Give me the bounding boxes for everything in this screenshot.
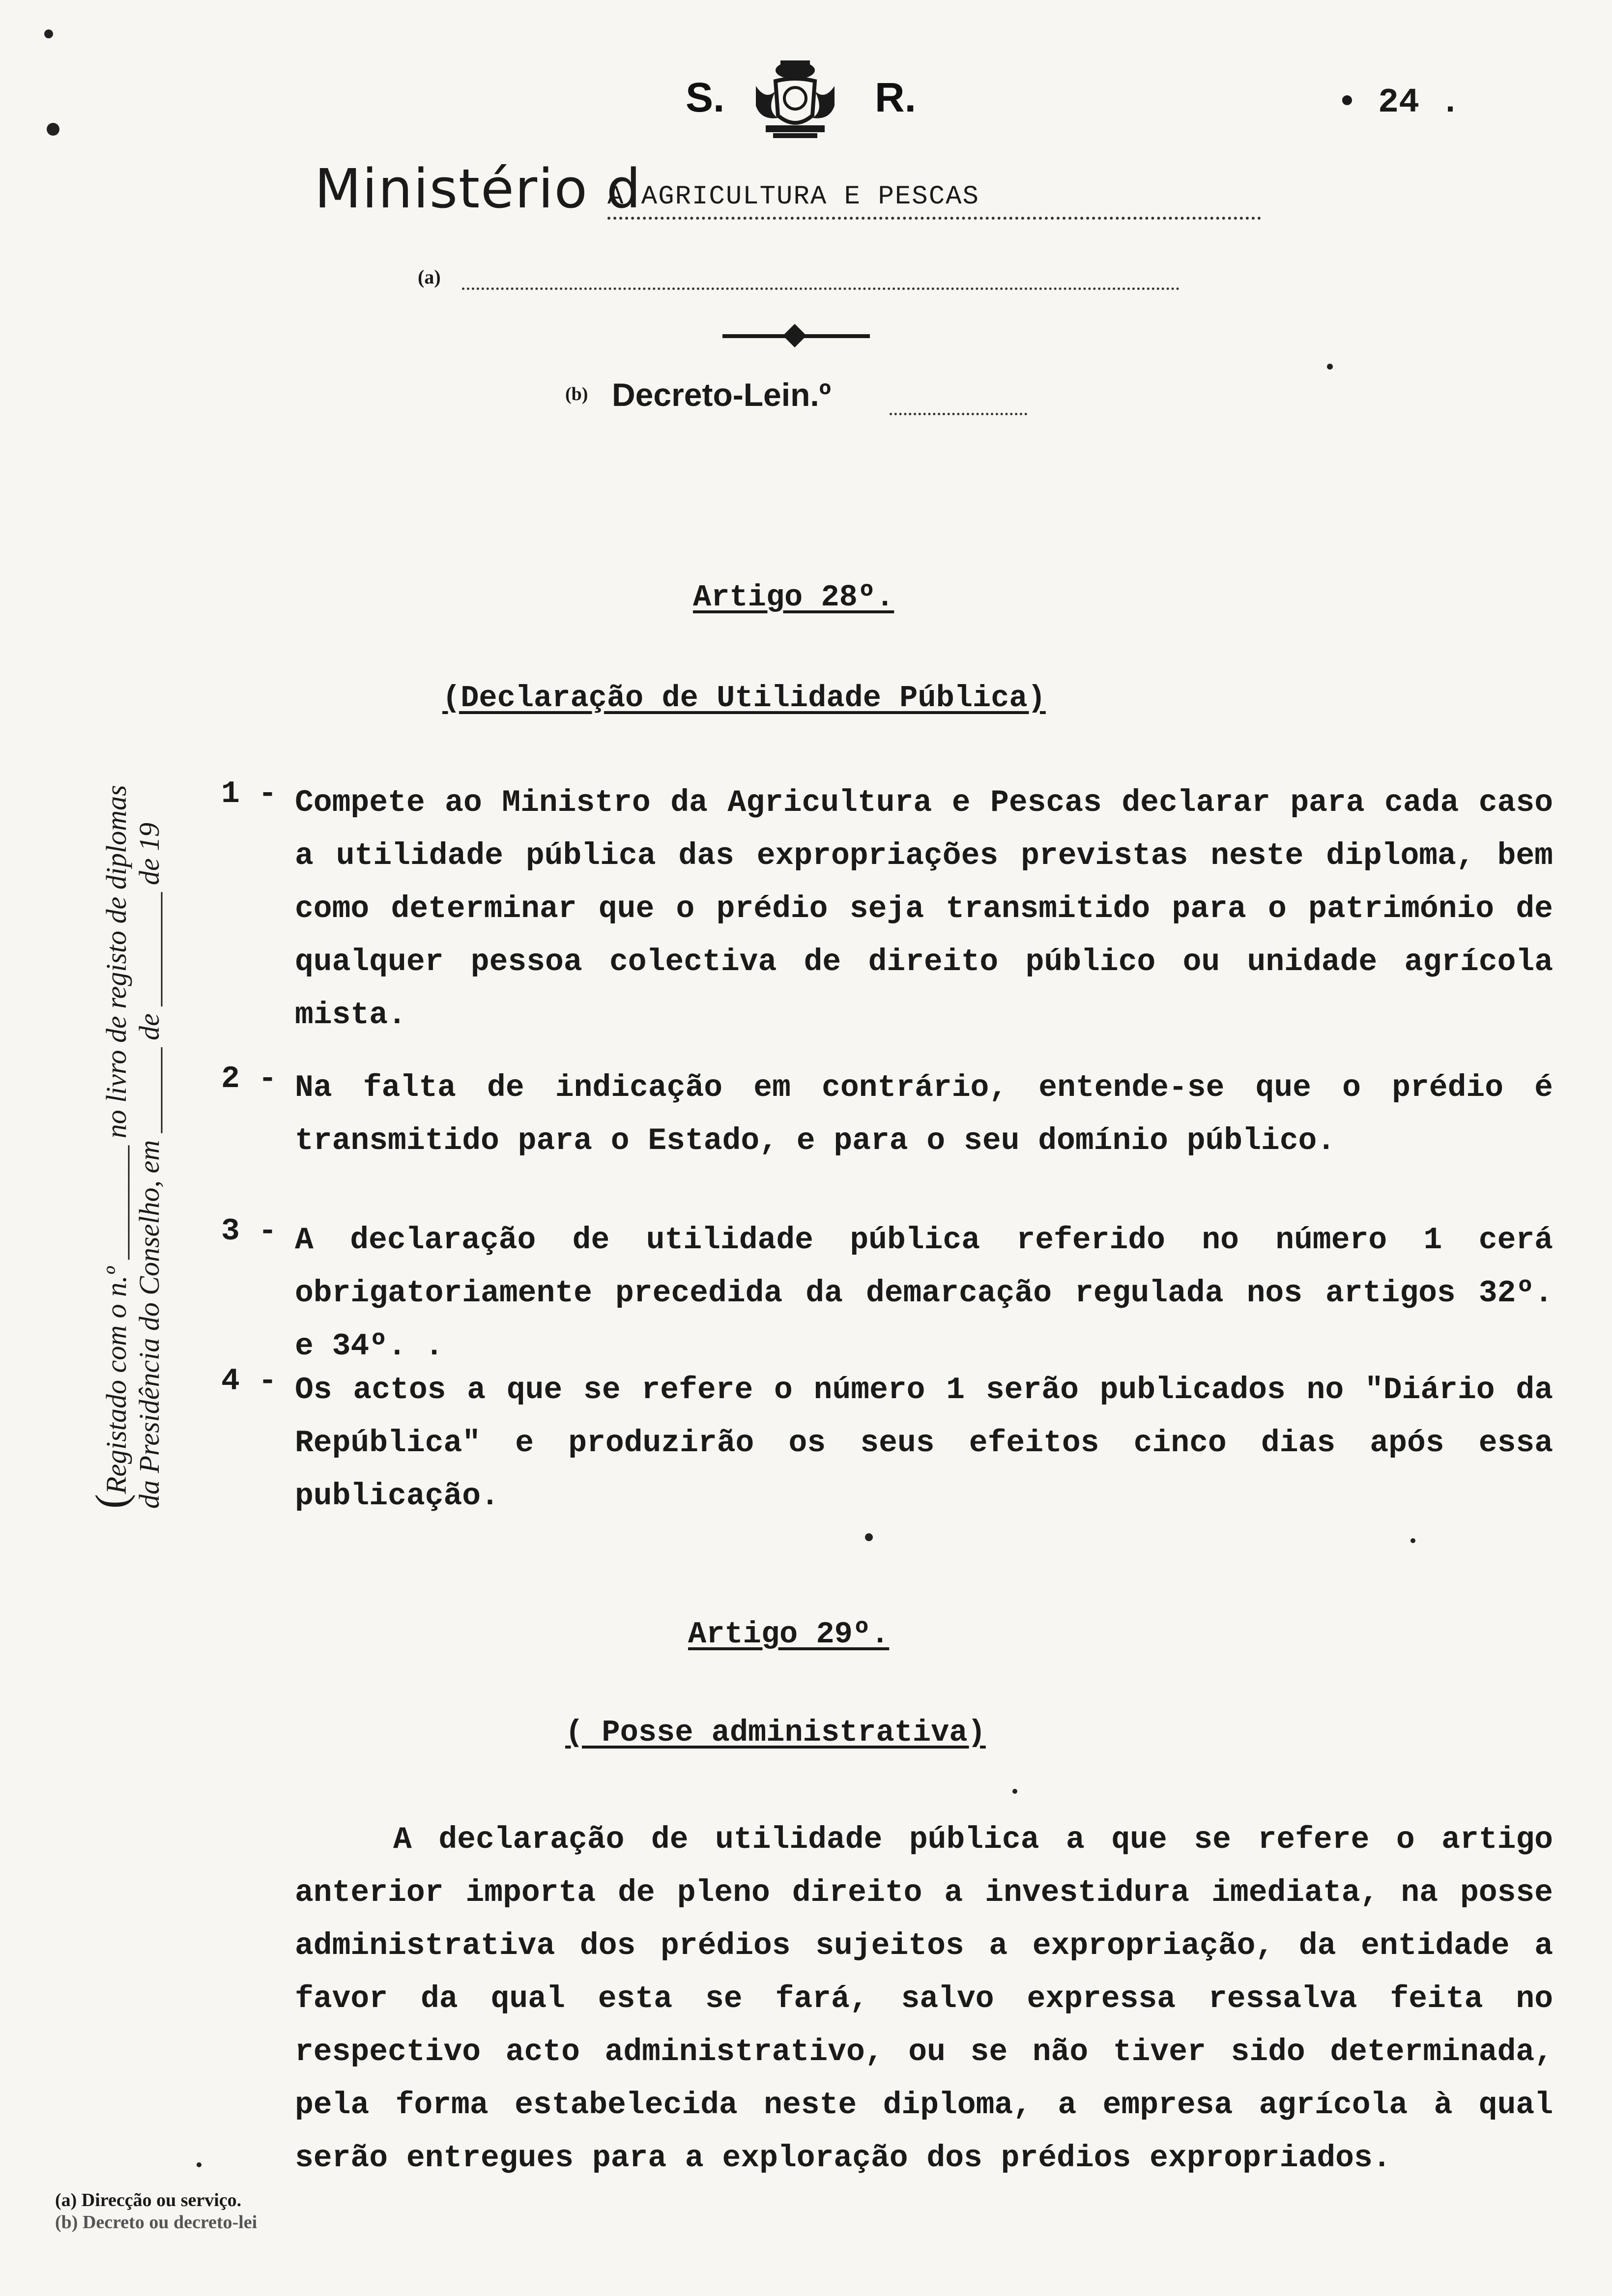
page-number: • 24 . [1337, 84, 1461, 122]
ministry-prefix: Ministério d [315, 157, 642, 220]
divider-ornament [783, 324, 806, 347]
register-line-1: (Registado com o n.º ________ no livro de registo de diplomas [87, 785, 136, 1509]
scan-speck [1410, 1538, 1415, 1543]
paragraph: Os actos a que se refere o número 1 serão publicados no "Diário da República" e produzirão os seus efeitos cinco dias após essa publicação. [295, 1373, 1553, 1514]
register-stamp [47, 590, 165, 1523]
decree-label: Decreto-Lein.º [612, 376, 831, 413]
article-29-heading: Artigo 29º. [688, 1617, 890, 1652]
scan-speck [197, 2162, 202, 2167]
article-29-subheading: ( Posse administrativa) [565, 1715, 986, 1750]
article-28-heading: Artigo 28º. [693, 580, 894, 615]
item-number: 2 - [221, 1062, 277, 1096]
scan-speck [1327, 364, 1333, 370]
paragraph: Na falta de indicação em contrário, entende-se que o prédio é transmitido para o Estado, e para o seu domínio público. [295, 1070, 1553, 1158]
paragraph: A declaração de utilidade pública referido no número 1 cerá obrigatoriamente precedida da demarcação regulada nos artigos 32º. e 34º. . [295, 1223, 1553, 1364]
decree-number-field [890, 413, 1027, 415]
footnote-b: (b) Decreto ou decreto-lei [55, 2212, 258, 2233]
item-number: 3 - [221, 1214, 277, 1249]
coat-of-arms-icon [746, 57, 844, 140]
line-a-field [462, 287, 1180, 290]
paragraph: Compete ao Ministro da Agricultura e Pescas declarar para cada caso a utilidade pública das expropriações previstas neste diploma, bem como determinar que o prédio seja transmitido para o património de qualquer pessoa colectiva de direito público ou unidade agrícola mista. [295, 785, 1553, 1033]
paragraph: A declaração de utilidade pública a que se refere o artigo anterior importa de pleno direito a investidura imediata, na posse administrativa dos prédios sujeitos a expropriação, da entidade a favor da qual esta se fará, salvo expressa ressalva feita no respectivo acto administrativo, ou se não tiver sido determinada, pela forma estabelecida neste diploma, a empresa agrícola à qual serão entregues para a exploração dos prédios expropriados. [295, 1822, 1553, 2176]
item-number: 4 - [221, 1364, 277, 1399]
line-a-label: (a) [418, 266, 441, 288]
letterhead-r: R. [875, 74, 916, 120]
scan-speck [47, 123, 59, 136]
ministry-name: A AGRICULTURA E PESCAS [607, 182, 1261, 220]
scan-speck [1012, 1789, 1017, 1794]
register-line-2: da Presidência do Conselho, em ______ de ________ de 19 [133, 822, 165, 1509]
scan-speck [44, 29, 53, 38]
article-28-subheading: (Declaração de Utilidade Pública) [442, 681, 1046, 716]
footnote-a: (a) Direcção ou serviço. [55, 2190, 242, 2210]
letterhead-s: S. [686, 74, 725, 120]
item-number: 1 - [221, 776, 277, 811]
decree-marker: (b) [565, 384, 588, 404]
scan-speck [865, 1533, 873, 1541]
